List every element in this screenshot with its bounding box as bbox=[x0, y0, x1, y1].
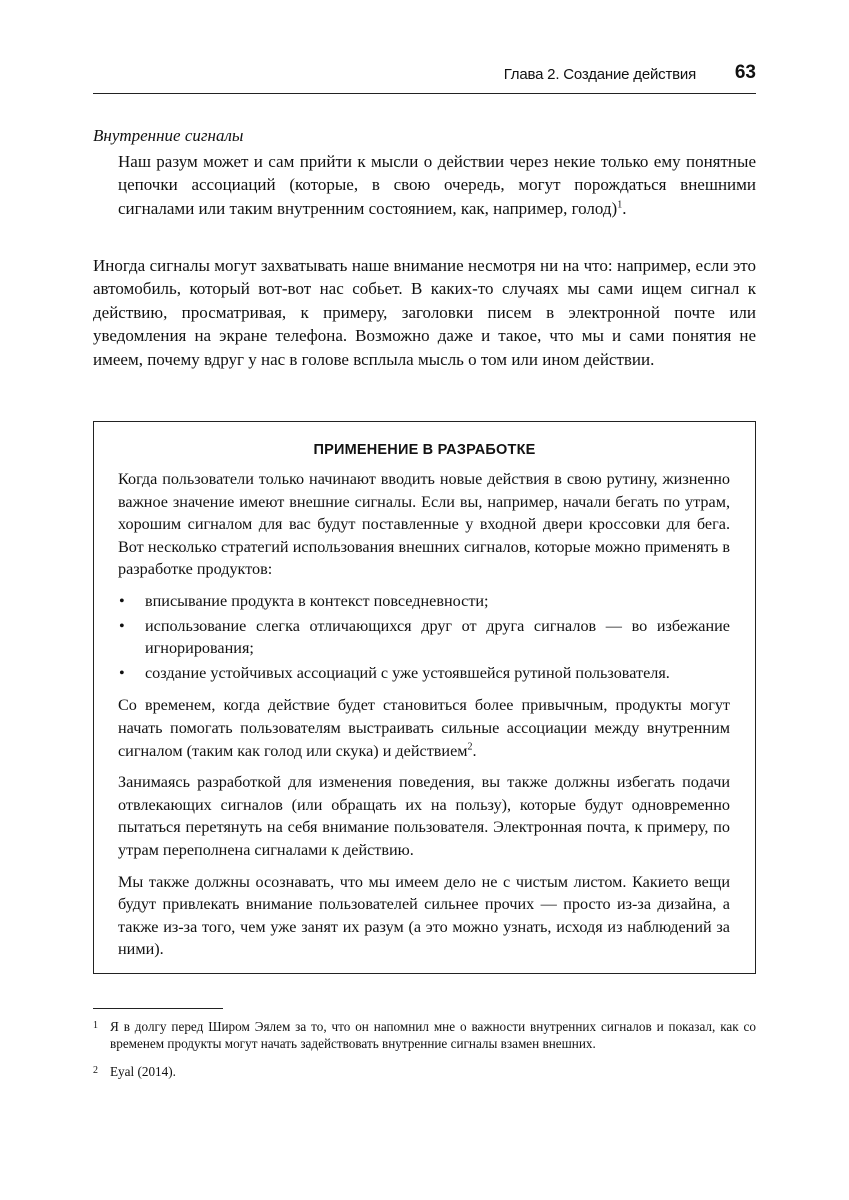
list-item bbox=[118, 590, 730, 613]
box-title: ПРИМЕНЕНИЕ В РАЗРАБОТКЕ bbox=[313, 442, 536, 458]
quote-text: Наш разум может и сам прийти к мысли о действии через некие только ему понятные цепочки ассоциаций (которые, в свою очередь, могут порождаться внешними сигналами или таким внутренним состоянием, как, например, голод) bbox=[118, 152, 756, 218]
chapter-title: Глава 2. Создание действия bbox=[503, 66, 696, 83]
bullet-icon: • bbox=[119, 591, 125, 610]
list-item-text: вписывание продукта в контекст повседневности; bbox=[145, 591, 489, 610]
footnote-ref-2[interactable]: 2 bbox=[467, 741, 473, 753]
body-paragraph: Иногда сигналы могут захватывать наше внимание несмотря ни на что: например, если это автомобиль, который вот-вот нас собьет. В каких-то случаях мы сами ищем сигнал к действию, просматривая, к примеру, заголовки писем в электронной почте или уведомления на экране телефона. Возможно даже и такое, что мы и сами понятия не имеем, почему вдруг у нас в голове всплыла мысль о том или ином действии. bbox=[93, 256, 756, 369]
footnote-number: 1 bbox=[93, 1020, 98, 1031]
box-body bbox=[118, 468, 730, 970]
list-item bbox=[118, 615, 730, 660]
footnotes bbox=[93, 1018, 756, 1090]
quote-end-period: . bbox=[622, 198, 627, 218]
footnote-number: 2 bbox=[93, 1064, 98, 1076]
design-application-box bbox=[93, 421, 756, 974]
list-item-text: создание устойчивых ассоциаций с уже устоявшейся рутиной пользователя. bbox=[145, 663, 670, 682]
box-paragraph-2-end-period: . bbox=[472, 741, 477, 760]
bullet-icon: • bbox=[119, 616, 125, 635]
bullet-icon: • bbox=[119, 663, 125, 682]
box-paragraph-3: Занимаясь разработкой для изменения поведения, вы также должны избегать подачи отвлекающих сигналов (или обращать их на пользу), которые будут одновременно пытаться перетянуть на себя внимание пользователя. Электронная почта, к примеру, по утрам переполнена сигналами к действию. bbox=[118, 773, 730, 859]
box-paragraph-4: Мы также должны осознавать, что мы имеем дело не с чистым листом. Какието вещи будут привлекать внимание пользователей сильнее прочих — просто из-за дизайна, а также из-за того, чем уже занят их разум (а это можно узнать, исходя из наблюдений за ними). bbox=[118, 872, 730, 959]
footnote-divider bbox=[93, 1008, 223, 1009]
list-item-text: использование слегка отличающихся друг от друга сигналов — во избежание игнорирования; bbox=[145, 616, 730, 658]
box-paragraph-2 bbox=[118, 694, 730, 762]
footnote-text: Eyal (2014). bbox=[110, 1063, 176, 1079]
section-subheading: Внутренние сигналы bbox=[93, 126, 244, 145]
footnote-text: Я в долгу перед Широм Эялем за то, что он напомнил мне о важности внутренних сигналов и показал, как со временем продукты могут начать задействовать внутренние сигналы взамен внешних. bbox=[110, 1019, 756, 1052]
footnote bbox=[93, 1018, 756, 1053]
box-intro-paragraph: Когда пользователи только начинают вводить новые действия в свою рутину, жизненно важное значение имеют внешние сигналы. Если вы, например, начали бегать по утрам, хорошим сигналом для вас будут поставленные у входной двери кроссовки для бега. Вот несколько стратегий использования внешних сигналов, которые можно применять в разработке продуктов: bbox=[118, 470, 730, 579]
list-item bbox=[118, 662, 730, 685]
box-paragraph-2-text: Со временем, когда действие будет становиться более привычным, продукты могут начать помогать пользователям выстраивать сильные ассоциации между внутренним сигналом (таким как голод или скука) и действием bbox=[118, 696, 730, 760]
page-number: 63 bbox=[734, 62, 756, 83]
running-header bbox=[93, 60, 756, 94]
footnote-ref-1[interactable]: 1 bbox=[617, 199, 623, 211]
block-quote bbox=[118, 150, 756, 220]
footnote bbox=[93, 1063, 756, 1080]
strategy-list bbox=[118, 590, 730, 684]
